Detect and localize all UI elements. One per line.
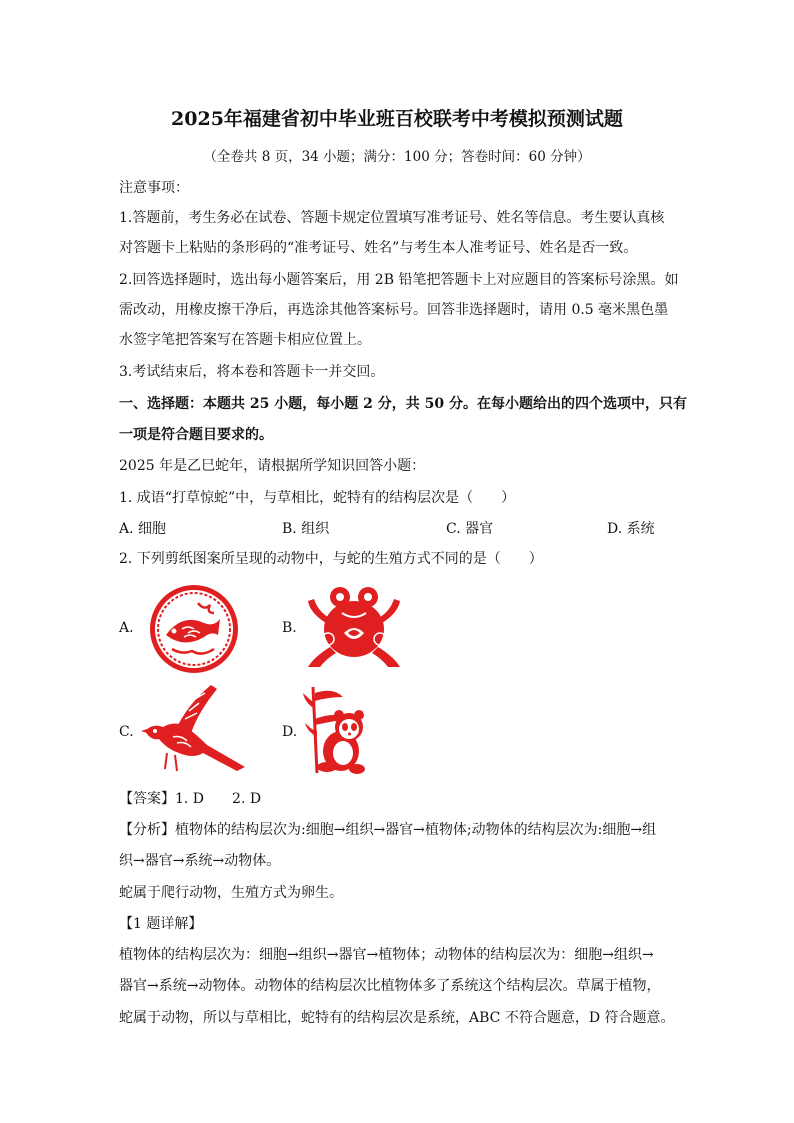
papercut-frog-icon [304, 583, 404, 669]
section1-heading-b: 一项是符合题目要求的。 [119, 427, 273, 443]
answer-line: 【答案】1. D 2. D [119, 791, 262, 807]
papercut-panda-icon [303, 683, 373, 775]
notice-item-1b: 对答题卡上粘贴的条形码的“准考证号、姓名”与考生本人准考证号、姓名是否一致。 [119, 240, 638, 256]
detail-1-heading: 【1 题详解】 [119, 916, 203, 932]
question-2-stem: 2. 下列剪纸图案所呈现的动物中，与蛇的生殖方式不同的是（ ） [119, 551, 543, 567]
detail-1-line-3: 蛇属于动物，所以与草相比，蛇特有的结构层次是系统，ABC 不符合题意，D 符合题意。 [119, 1010, 675, 1026]
papercut-fish-icon [148, 583, 240, 675]
q2-option-a-label: A. [119, 620, 134, 636]
notice-heading: 注意事项： [119, 180, 189, 196]
q2-option-c-label: C. [119, 724, 134, 740]
q1-option-b: B. 组织 [282, 521, 330, 537]
analysis-line-2: 织→器官→系统→动物体。 [119, 853, 281, 869]
q2-option-b-label: B. [282, 620, 297, 636]
q1-option-c: C. 器官 [446, 521, 494, 537]
question-1-stem: 1. 成语“打草惊蛇”中，与草相比，蛇特有的结构层次是（ ） [119, 490, 516, 506]
notice-item-1a: 1.答题前，考生务必在试卷、答题卡规定位置填写准考证号、姓名等信息。考生要认真核 [119, 210, 665, 226]
q1-option-d: D. 系统 [607, 521, 655, 537]
notice-item-2a: 2.回答选择题时，选出每小题答案后，用 2B 铅笔把答题卡上对应题目的答案标号涂黑。如 [119, 272, 679, 288]
notice-item-3: 3.考试结束后，将本卷和答题卡一并交回。 [119, 364, 385, 380]
section1-heading-a: 一、选择题：本题共 25 小题，每小题 2 分，共 50 分。在每小题给出的四个选项中，只有 [119, 396, 687, 412]
analysis-line-1: 【分析】植物体的结构层次为:细胞→组织→器官→植物体;动物体的结构层次为:细胞→组 [119, 822, 657, 838]
q2-option-d-label: D. [282, 724, 298, 740]
q1-option-a: A. 细胞 [119, 521, 167, 537]
detail-1-line-2: 器官→系统→动物体。动物体的结构层次比植物体多了系统这个结构层次。草属于植物， [119, 978, 661, 994]
question-intro: 2025 年是乙巳蛇年，请根据所学知识回答小题： [119, 458, 426, 474]
papercut-bird-icon [137, 683, 247, 775]
exam-subtitle: （全卷共 8 页，34 小题；满分：100 分；答卷时间：60 分钟） [203, 149, 591, 165]
notice-item-2c: 水签字笔把答案写在答题卡相应位置上。 [119, 332, 371, 348]
detail-1-line-1: 植物体的结构层次为：细胞→组织→器官→植物体；动物体的结构层次为：细胞→组织→ [119, 947, 654, 963]
notice-item-2b: 需改动，用橡皮擦干净后，再选涂其他答案标号。回答非选择题时，请用 0.5 毫米黑色墨 [119, 302, 669, 318]
page-title: 2025年福建省初中毕业班百校联考中考模拟预测试题 [171, 108, 623, 130]
analysis-line-3: 蛇属于爬行动物，生殖方式为卵生。 [119, 885, 343, 901]
